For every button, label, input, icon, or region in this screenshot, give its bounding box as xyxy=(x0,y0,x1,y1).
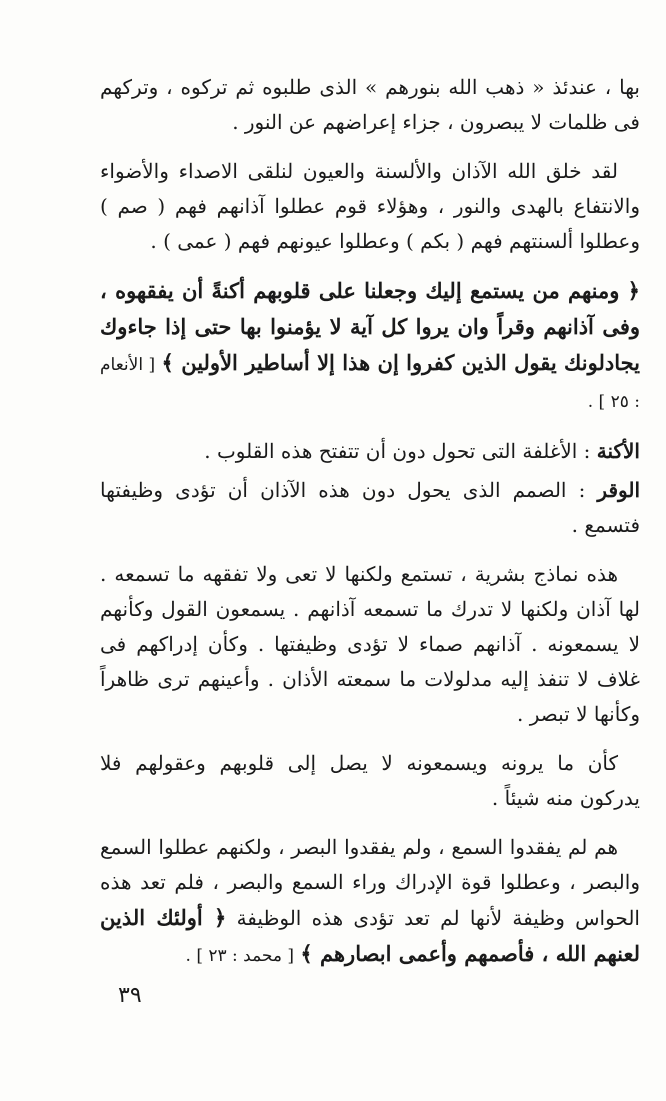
paragraph-6-text: هم لم يفقدوا السمع ، ولم يفقدوا البصر ، ولكنهم عطلوا السمع والبصر ، وعطلوا قوة الإدراك وراء السمع والبصر ، فلم تعد هذه الحواس وظيفة لأنها لم تعد تؤدى هذه الوظيفة xyxy=(100,835,640,930)
verse-reference: [ الأنعام : ٢٥ ] . xyxy=(100,355,640,412)
paragraph-5-text: كأن ما يرونه ويسمعونه لا يصل إلى قلوبهم وعقولهم فلا يدركون منه شيئاً . xyxy=(100,751,640,810)
paragraph-1 xyxy=(100,70,640,140)
definition-text: : الأغلفة التى تحول دون أن تتفتح هذه القلوب . xyxy=(204,439,591,463)
paragraph-2 xyxy=(100,154,640,259)
paragraph-5 xyxy=(100,746,640,816)
paragraph-2-text: لقد خلق الله الآذان والألسنة والعيون لنلقى الاصداء والأضواء والانتفاع بالهدى والنور ، وهؤلاء قوم عطلوا آذانهم فهم ( صم ) وعطلوا ألسنتهم فهم ( بكم ) وعطلوا عيونهم فهم ( عمى ) . xyxy=(100,159,640,253)
verse-reference: [ محمد : ٢٣ ] . xyxy=(185,946,295,966)
paragraph-6 xyxy=(100,830,640,974)
definition-term: الأكنة xyxy=(596,439,640,463)
definition-text: : الصمم الذى يحول دون هذه الآذان أن تؤدى وظيفتها فتسمع . xyxy=(100,478,640,537)
paragraph-4 xyxy=(100,557,640,732)
definition-term: الوقر xyxy=(597,478,640,502)
page-number: ٣٩ xyxy=(118,983,142,1008)
paragraph-4-text: هذه نماذج بشرية ، تستمع ولكنها لا تعى ولا تفقهه ما تسمعه . لها آذان ولكنها لا تدرك ما تسمعه آذانهم . يسمعون القول وكأنهم لا يسمعونه . آذانهم صماء لا تؤدى وظيفتها . وكأن إدراكهم فى غلاف لا تنفذ إليه مدلولات ما سمعته الأذان . وأعينهم ترى ظاهراً وكأنها لا تبصر . xyxy=(100,562,640,726)
definition-waqr xyxy=(100,473,640,543)
body-text xyxy=(100,70,640,988)
quran-verse-muhammad: ﴿ أولئك الذين لعنهم الله ، فأصمهم وأعمى ابصارهم ﴾ xyxy=(100,905,640,966)
quran-verse-anam xyxy=(100,273,640,420)
paragraph-1-text: بها ، عندئذ « ذهب الله بنورهم » الذى طلبوه ثم تركوه ، وتركهم فى ظلمات لا يبصرون ، جزاء إعراضهم عن النور . xyxy=(100,75,640,134)
quran-verse-text: ﴿ ومنهم من يستمع إليك وجعلنا على قلوبهم أكنةً أن يفقهوه ، وفى آذانهم وقراً وان يروا كل آية لا يؤمنوا بها حتى إذا جاءوك يجادلونك يقول الذين كفروا إن هذا إلا أساطير الأولين ﴾ xyxy=(100,278,640,375)
definition-akinna xyxy=(100,434,640,469)
